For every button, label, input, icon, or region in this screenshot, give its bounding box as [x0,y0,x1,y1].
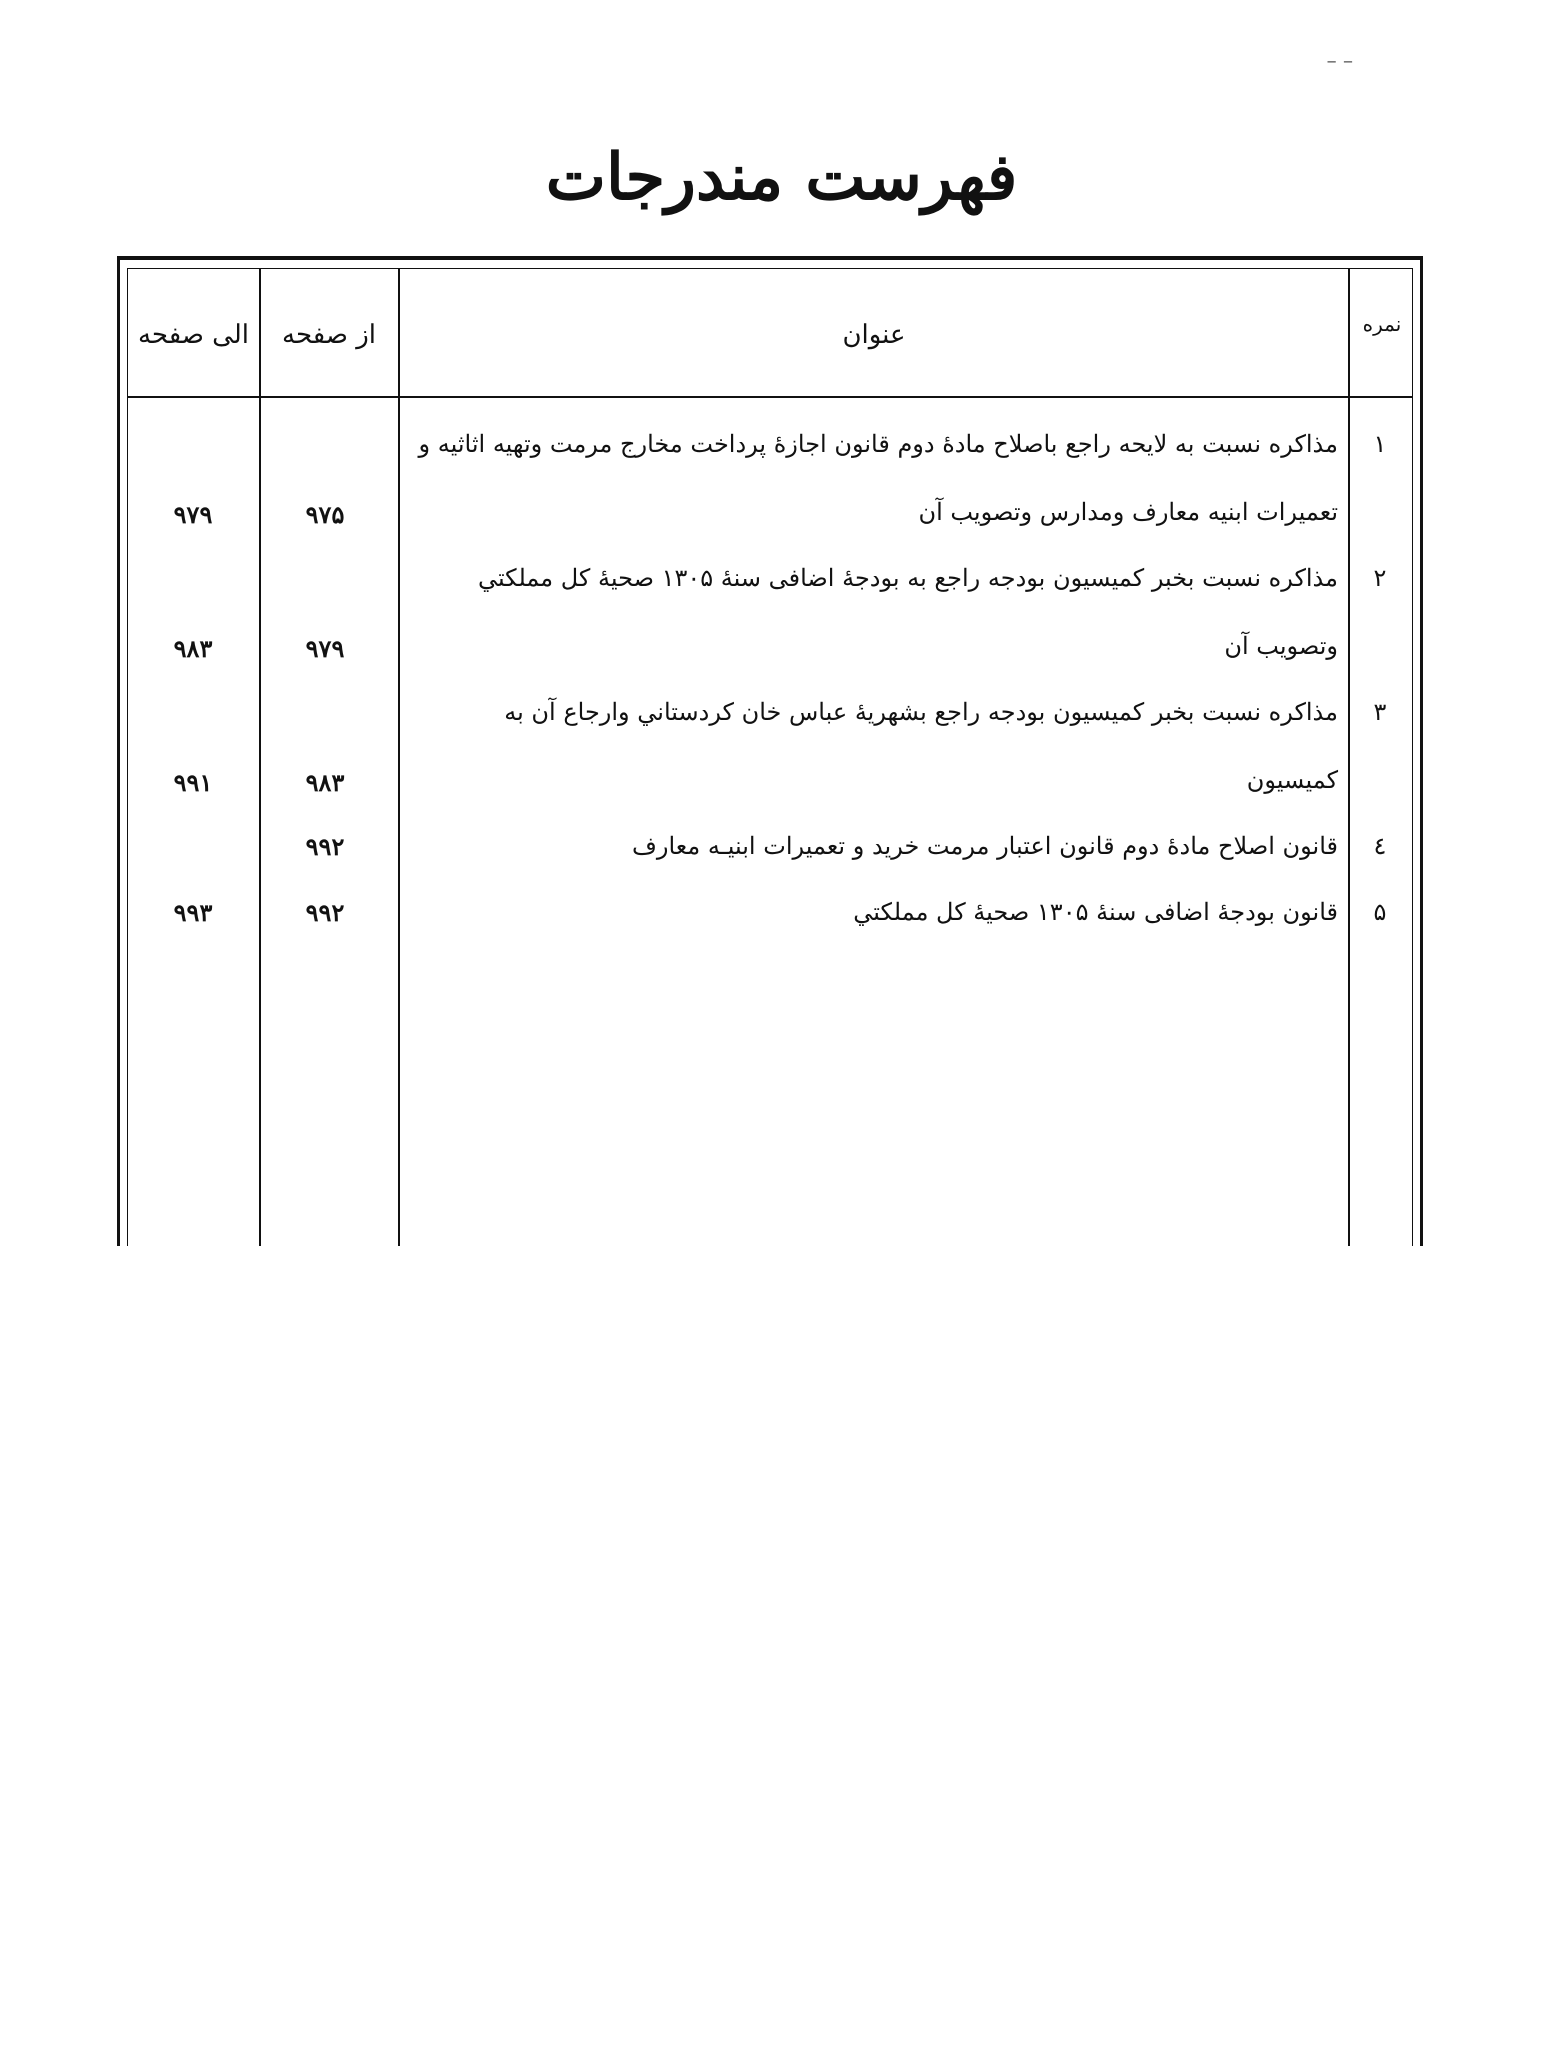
row-2-number: ۲ [1373,564,1387,592]
row-2-from-page: ۹۷۹ [305,634,345,663]
row-4-title: قانون اصلاح مادۀ دوم قانون اعتبار مرمت خريد و تعميرات ابنيـه معارف [632,832,1338,860]
page-title: فهرست مندرجات [545,140,1018,215]
row-4-from-page: ۹۹۲ [305,832,345,861]
row-3-number: ۳ [1373,698,1387,726]
row-4-number: ٤ [1373,832,1387,860]
row-1-number: ۱ [1373,430,1387,458]
frame-inner-left-border [127,268,128,1246]
frame-inner-right-border [1412,268,1413,1246]
column-divider-from-title [398,268,400,1246]
row-3-from-page: ۹۸۳ [305,768,345,797]
row-5-to-page: ۹۹۳ [173,898,213,927]
corner-mark: – – [1326,48,1353,72]
header-title: عنوان [842,320,906,350]
row-1-title: مذاكره نسبت به لايحه راجع باصلاح مادۀ دوم قانون اجازۀ پرداخت مخارج مرمت وتهيه اثاثيه و تعميرات ابنيه معارف ومدارس وتصويب آن [418,430,1338,526]
header-number: نمره [1362,312,1402,336]
row-2-title: مذاكره نسبت بخبر كميسيون بودجه راجع به بودجۀ اضافى سنۀ ۱۳۰۵ صحيۀ كل مملكتي وتصويب آن [477,564,1338,660]
row-1-from-page: ۹۷۵ [305,500,345,529]
column-divider-to-from [259,268,261,1246]
header-to-page: الی صفحه [137,320,250,350]
header-from-page: از صفحه [282,320,376,350]
row-2-to-page: ۹۸۳ [173,634,213,663]
row-3-to-page: ۹۹۱ [173,768,213,797]
row-5-title: قانون بودجۀ اضافى سنۀ ۱۳۰۵ صحيۀ كل مملكتي [853,898,1338,926]
row-1-to-page: ۹۷۹ [173,500,213,529]
row-5-from-page: ۹۹۲ [305,898,345,927]
header-divider [127,396,1413,398]
toc-table [117,256,1423,1246]
column-divider-title-number [1348,268,1350,1246]
frame-inner-top-border [127,268,1413,269]
row-3-title: مذاكره نسبت بخبر كميسيون بودجه راجع بشهريۀ عباس خان كردستاني وارجاع آن به كميسيون [504,698,1338,794]
row-5-number: ۵ [1373,898,1387,926]
